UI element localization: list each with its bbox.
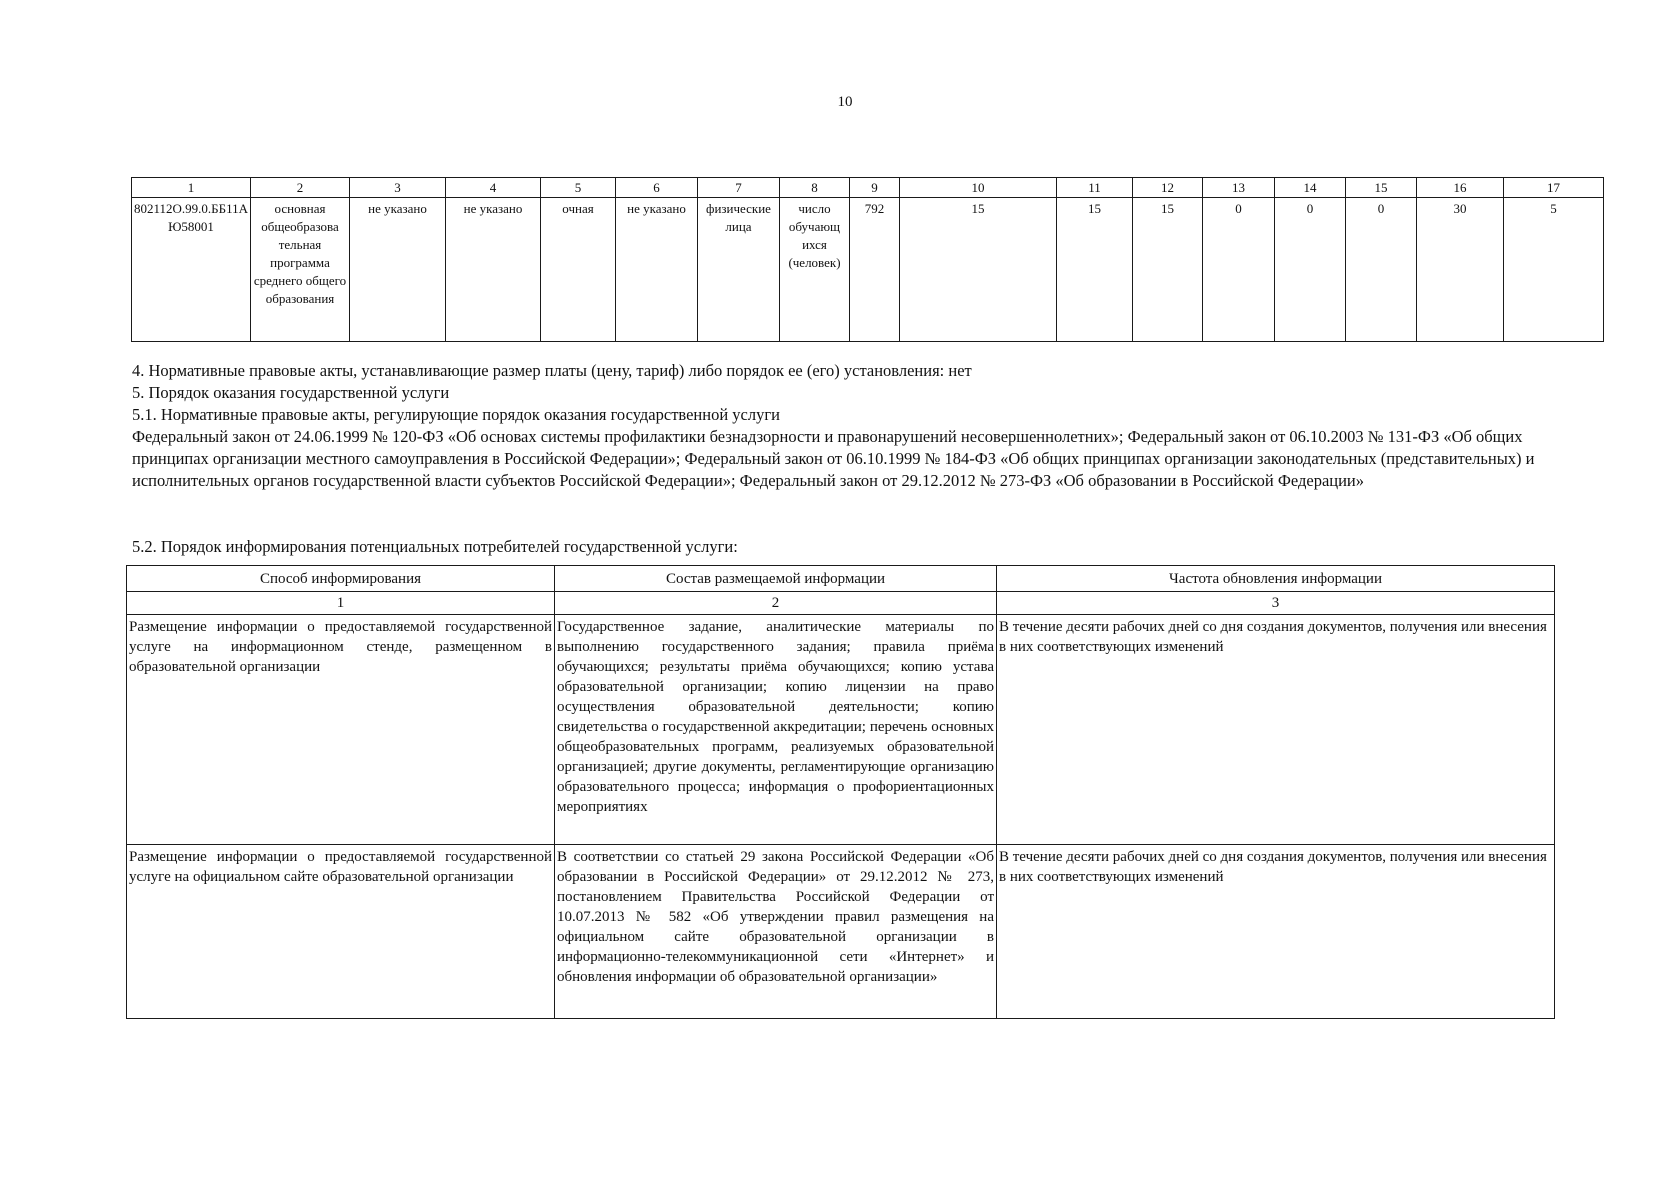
table-cell: 0 — [1346, 198, 1417, 342]
method-cell: Размещение информации о предоставляемой государственной услуге на информационном стенде, размещенном в образовательной организации — [127, 615, 555, 845]
paragraph-laws-list: Федеральный закон от 24.06.1999 № 120-ФЗ «Об основах системы профилактики безнадзорности и правонарушений несовершеннолетних»; Федеральный закон от 06.10.2003 № 131-ФЗ «Об общих принципах организации местного самоуправления в Российской Федерации»; Федеральный закон от 06.10.1999 № 184-ФЗ «Об общих принципах организации законодательных (представительных) и исполнительных органов государственной власти субъектов Российской Федерации»; Федеральный закон от 29.12.2012 № 273-ФЗ «Об образовании в Российской Федерации» — [132, 427, 1535, 490]
table-header-row — [132, 178, 1604, 198]
table-cell: 15 — [1133, 198, 1203, 342]
paragraph-fees-acts: 4. Нормативные правовые акты, устанавливающие размер платы (цену, тариф) либо порядок ее (его) установления: нет — [132, 361, 972, 380]
informing-table — [126, 565, 1555, 1019]
indicator-name-cell: число обучающ ихся (человек) — [780, 198, 850, 342]
column-number: 15 — [1346, 178, 1417, 198]
page-number: 10 — [837, 94, 853, 110]
table-row — [127, 615, 1555, 845]
column-number: 8 — [780, 178, 850, 198]
table-cell: 0 — [1275, 198, 1346, 342]
table-cell: 15 — [900, 198, 1057, 342]
column-number: 7 — [698, 178, 780, 198]
column-header: Состав размещаемой информации — [555, 566, 997, 592]
column-number: 16 — [1417, 178, 1504, 198]
table-cell: 792 — [850, 198, 900, 342]
column-number: 5 — [541, 178, 616, 198]
column-header: Способ информирования — [127, 566, 555, 592]
content-cell: Государственное задание, аналитические материалы по выполнению государственного задания; правила приёма обучающихся; результаты приёма обучающихся; копию устава образовательной организации; копию лицензии на право осуществления образовательной деятельности; копию свидетельства о государственной аккредитации; перечень основных общеобразовательных программ, реализуемых образовательной организацией; другие документы, регламентирующие организацию образовательного процесса; информация о профориентационных мероприятиях — [555, 615, 997, 845]
table-cell: физические лица — [698, 198, 780, 342]
column-header: Частота обновления информации — [997, 566, 1555, 592]
paragraph-informing-procedure: 5.2. Порядок информирования потенциальных потребителей государственной услуги: — [132, 537, 738, 556]
column-number: 1 — [127, 592, 555, 615]
method-cell: Размещение информации о предоставляемой государственной услуге на официальном сайте образовательной организации — [127, 845, 555, 1019]
table-row — [132, 198, 1604, 342]
column-number: 14 — [1275, 178, 1346, 198]
content-cell: В соответствии со статьей 29 закона Российской Федерации «Об образовании в Российской Федерации» от 29.12.2012 № 273, постановлением Правительства Российской Федерации от 10.07.2013 № 582 «Об утверждении правил размещения на официальном сайте образовательной организации в информационно-телекоммуникационной сети «Интернет» и обновления информации об образовательной организации» — [555, 845, 997, 1019]
column-number: 11 — [1057, 178, 1133, 198]
table-cell: не указано — [446, 198, 541, 342]
column-number: 3 — [997, 592, 1555, 615]
table-cell: очная — [541, 198, 616, 342]
column-number: 3 — [350, 178, 446, 198]
column-number: 6 — [616, 178, 698, 198]
frequency-cell: В течение десяти рабочих дней со дня создания документов, получения или внесения в них соответствующих изменений — [997, 845, 1555, 1019]
table-cell: не указано — [350, 198, 446, 342]
table-row — [127, 845, 1555, 1019]
service-indicators-table — [131, 177, 1604, 342]
column-number: 2 — [251, 178, 350, 198]
paragraph-service-procedure: 5. Порядок оказания государственной услуги — [132, 383, 450, 402]
column-number: 12 — [1133, 178, 1203, 198]
column-number: 17 — [1504, 178, 1604, 198]
column-number: 9 — [850, 178, 900, 198]
table-cell: не указано — [616, 198, 698, 342]
table-cell: 0 — [1203, 198, 1275, 342]
table-number-row — [127, 592, 1555, 615]
paragraph-regulating-acts: 5.1. Нормативные правовые акты, регулирующие порядок оказания государственной услуги — [132, 405, 780, 424]
frequency-cell: В течение десяти рабочих дней со дня создания документов, получения или внесения в них соответствующих изменений — [997, 615, 1555, 845]
column-number: 13 — [1203, 178, 1275, 198]
table-cell: 5 — [1504, 198, 1604, 342]
table-header-row — [127, 566, 1555, 592]
table-cell: 15 — [1057, 198, 1133, 342]
table-cell: 30 — [1417, 198, 1504, 342]
program-cell: основная общеобразова тельная программа среднего общего образования — [251, 198, 350, 342]
column-number: 10 — [900, 178, 1057, 198]
registry-number-cell: 802112О.99.0.ББ11АЮ58001 — [132, 198, 251, 342]
column-number: 4 — [446, 178, 541, 198]
column-number: 2 — [555, 592, 997, 615]
column-number: 1 — [132, 178, 251, 198]
